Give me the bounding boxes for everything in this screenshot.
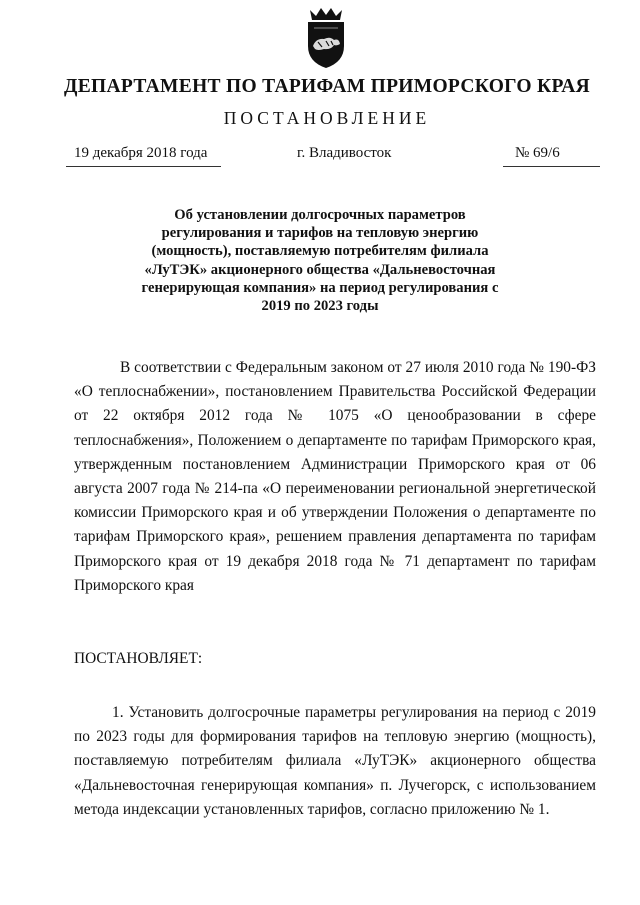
document-date: 19 декабря 2018 года (74, 145, 208, 161)
document-city: г. Владивосток (297, 145, 392, 161)
department-title: ДЕПАРТАМЕНТ ПО ТАРИФАМ ПРИМОРСКОГО КРАЯ (64, 76, 590, 97)
resolve-heading: ПОСТАНОВЛЯЕТ: (74, 650, 203, 667)
item-1-paragraph: 1. Установить долгосрочные параметры регулирования на период с 2019 по 2023 годы для формирования тарифов на тепловую энергию (мощность), поставляемую потребителям филиала «ЛуТЭК» акционерного общества «Дальневосточная генерирующая компания» п. Лучегорск, с использованием метода индексации установленных тарифов, согласно приложению № 1. (74, 704, 596, 818)
date-underline (66, 166, 221, 167)
document-number: № 69/6 (515, 145, 560, 161)
coat-of-arms-icon (296, 6, 356, 70)
preamble-paragraph: В соответствии с Федеральным законом от 27 июля 2010 года № 190-ФЗ «О теплоснабжении», постановлением Правительства Российской Федерации от 22 октября 2012 года № 1075 «О ценообразовании в сфере теплоснабжения», Положением о департаменте по тарифам Приморского края, утвержденным постановлением Администрации Приморского края от 06 августа 2007 года № 214-па «О переименовании региональной энергетической комиссии Приморского края и об утверждении Положения о департаменте по тарифам Приморского края», решением правления департамента по тарифам Приморского края от 19 декабря 2018 года № 71 департамент по тарифам Приморского края (74, 359, 596, 594)
number-underline (503, 166, 600, 167)
document-subject: Об установлении долгосрочных параметров регулирования и тарифов на тепловую энергию (мощность), поставляемую потребителям филиала «ЛуТЭК» акционерного общества «Дальневосточная генерирующая компания» на период регулирования с 2019 по 2023 годы (141, 207, 499, 315)
document-type: ПОСТАНОВЛЕНИЕ (223, 108, 431, 128)
